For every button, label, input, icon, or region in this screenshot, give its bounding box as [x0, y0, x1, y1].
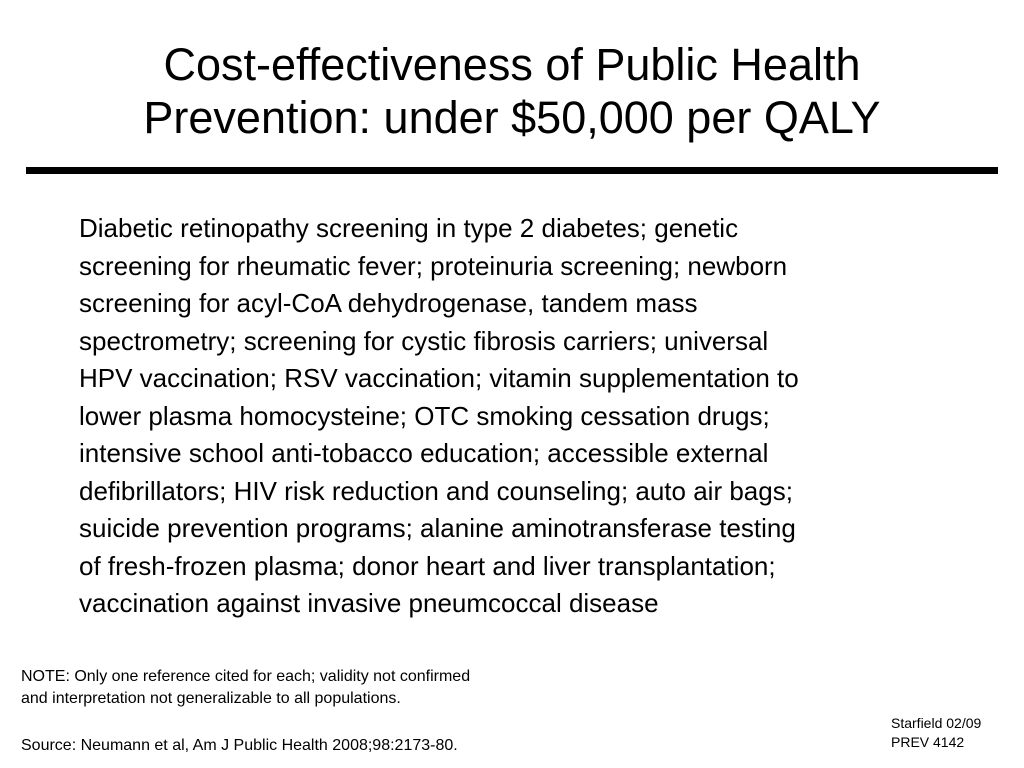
author-credit-line: Starfield 02/09	[891, 715, 982, 731]
footnote-line: NOTE: Only one reference cited for each; validity not confirmed	[21, 668, 471, 685]
prevention-list-line: Diabetic retinopathy screening in type 2 diabetes; genetic	[79, 213, 739, 243]
prevention-list-line: screening for acyl-CoA dehydrogenase, tandem mass	[79, 288, 698, 318]
source-citation: Source: Neumann et al, Am J Public Health 2008;98:2173-80.	[21, 737, 458, 754]
footnote	[21, 666, 621, 709]
slide-title-line: Prevention: under $50,000 per QALY	[143, 92, 881, 143]
prevention-list-line: defibrillators; HIV risk reduction and counseling; auto air bags;	[79, 475, 793, 506]
footnote-line: and interpretation not generalizable to all populations.	[21, 689, 401, 707]
author-credit-line: PREV 4142	[891, 734, 965, 750]
prevention-list-line: suicide prevention programs; alanine aminotransferase testing	[79, 513, 796, 543]
prevention-list-line: vaccination against invasive pneumcoccal disease	[79, 588, 659, 618]
slide-title	[0, 38, 1024, 144]
author-credit	[891, 714, 981, 752]
prevention-list-line: lower plasma homocysteine; OTC smoking cessation drugs;	[79, 400, 770, 431]
prevention-list-line: screening for rheumatic fever; proteinuria screening; newborn	[79, 250, 788, 281]
slide-title-line: Cost-effectiveness of Public Health	[163, 39, 861, 90]
prevention-list-line: intensive school anti-tobacco education; accessible external	[79, 438, 769, 468]
prevention-list-line: spectrometry; screening for cystic fibrosis carriers; universal	[79, 325, 769, 356]
prevention-list-line: HPV vaccination; RSV vaccination; vitamin supplementation to	[79, 363, 799, 393]
prevention-list	[79, 210, 959, 623]
title-divider	[26, 167, 998, 174]
prevention-list-line: of fresh-frozen plasma; donor heart and liver transplantation;	[79, 550, 776, 581]
